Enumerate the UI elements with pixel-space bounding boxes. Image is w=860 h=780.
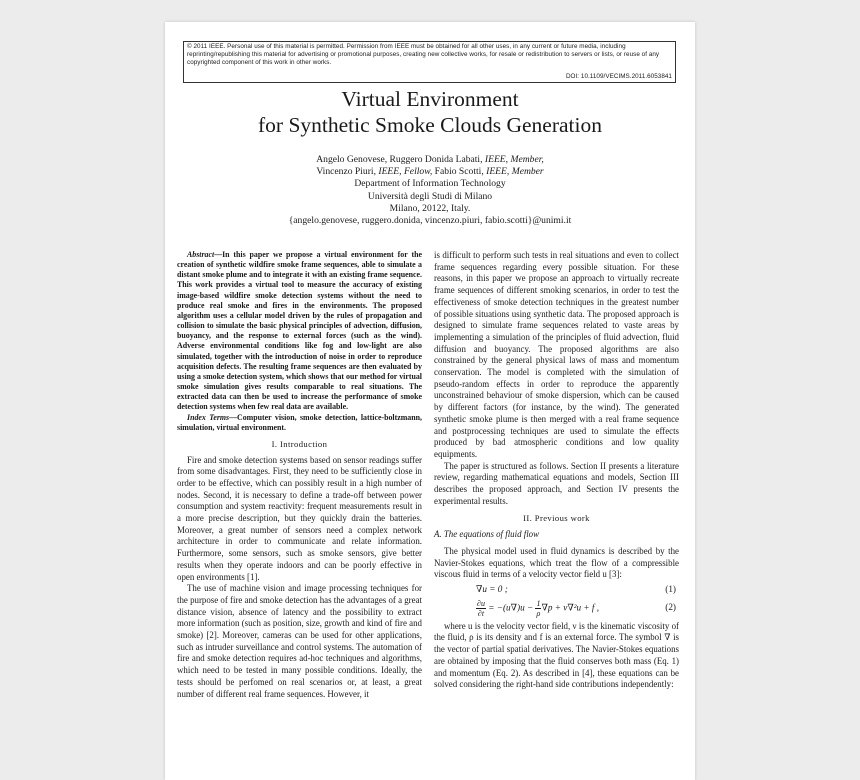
author-affiliation-2b: IEEE, Member bbox=[486, 166, 544, 178]
index-terms-text: —Computer vision, smoke detection, lattice-boltzmann, simulation, virtual environment. bbox=[177, 412, 423, 432]
author-emails: {angelo.genovese, ruggero.donida, vincenzo.piuri, fabio.scotti}@unimi.it bbox=[288, 215, 572, 227]
author-names-1: Angelo Genovese, Ruggero Donida Labati, bbox=[316, 154, 485, 165]
equation-1-number: (1) bbox=[665, 583, 676, 594]
equation-2-fraction: $\frac{\partial u}{\partial t}$ bbox=[477, 598, 485, 618]
subsection-heading-fluid-flow: A. The equations of fluid flow bbox=[434, 529, 540, 540]
section-heading-previous-work: II. Previous work bbox=[523, 513, 590, 524]
author-department: Department of Information Technology bbox=[354, 178, 506, 190]
abstract-label: Abstract bbox=[187, 250, 215, 259]
equation-2-fraction-rho: $\frac{1}{\rho}$ bbox=[536, 598, 541, 618]
title-line-2: for Synthetic Smoke Clouds Generation bbox=[258, 113, 602, 137]
abstract bbox=[177, 250, 422, 413]
copyright-text: © 2011 IEEE. Personal use of this material is permitted. Permission from IEEE must be obtained for all other uses, in any current or future media, including reprinting/republishing this material for advertising or promotional purposes, creating new collective works, for resale or redistribution to servers or lists, or reuse of any copyrighted component of this work in other works. bbox=[187, 43, 660, 67]
equation-1 bbox=[434, 584, 679, 596]
equation-2-body: $\frac{\partial u}{\partial t}$ = −(u∇)u − $\frac{1}{\rho}$ ∇p + ν∇²u + f , bbox=[477, 598, 600, 618]
author-affiliation-1: IEEE, Member, bbox=[484, 154, 544, 165]
right-paragraph-4: where u is the velocity vector field, ν is the kinematic viscosity of the fluid, ρ is its density and f is an external force. The symbol ∇ is the vector of partial spatial derivatives. The Navier-Stokes equations are obtained by imposing that the fluid conserves both mass (Eq. 1) and momentum (Eq. 2). As described in [4], these equations can be solved considering the right-hand side contributions independently: bbox=[434, 620, 679, 690]
right-paragraph-3: The physical model used in fluid dynamics is described by the Navier-Stokes equations, which treat the flow of a compressible viscous fluid in terms of a velocity vector field u [3]: bbox=[434, 545, 679, 580]
author-city: Milano, 20122, Italy. bbox=[389, 202, 471, 214]
equation-1-body: ∇u = 0 ; bbox=[476, 583, 508, 594]
left-column bbox=[177, 250, 422, 700]
author-line-2 bbox=[165, 166, 695, 178]
index-terms bbox=[177, 413, 422, 433]
author-names-2b: Fabio Scotti, bbox=[432, 166, 487, 178]
author-block bbox=[165, 154, 695, 227]
abstract-text: —In this paper we propose a virtual environment for the creation of synthetic wildfire smoke frame sequences, able to simulate a distant smoke plume and to integrate it with an existing frame sequence. This work provides a virtual tool to measure the accuracy of existing image-based wildfire smoke detection systems without the need to produce real smoke and fires in the environments. The proposed algorithm uses a cellular model driven by the rules of propagation and collision to simulate the basic physical principles of advection, diffusion, buoyancy, and the response to external forces (such as the wind). Adverse environmental conditions like fog and low-light are also simulated, together with the introduction of noise in order to reproduce acquisition defects. The resulting frame sequences are then evaluated by using a smoke detection system, which shows that our method for virtual smoke simulation gives results comparable to real situations. The extracted data can then be used to increase the performance of smoke detection systems when few real data are available. bbox=[177, 250, 422, 412]
author-university: Università degli Studi di Milano bbox=[367, 190, 493, 202]
paper-title bbox=[165, 86, 695, 138]
author-affiliation-2a: IEEE, Fellow, bbox=[378, 166, 433, 178]
right-paragraph-2: The paper is structured as follows. Section II presents a literature review, regarding mathematical equations and models, Section III describes the proposed approach, and Section IV presents the experimental results. bbox=[434, 460, 679, 506]
right-paragraph-1: is difficult to perform such tests in real situations and even to collect frame sequences regarding every possible situation. For these reasons, in this paper we propose an approach to virtually recreate frame sequences of different smoking scenarios, in order to test the effectiveness of smoke detection techniques in the greatest number of possible situations using synthetic data. The proposed approach is designed to simulate frame sequences related to vaste areas by implementing a simulation of the principles of fluid advection, fluid diffusion and buoyancy. The proposed algorithms are also constrained by the general physical laws of mass and momentum conservation. The model is completed with the simulation of pseudo-random effects in order to reproduce the apparently unconstrained behaviour of smoke dispersion, which can be caused by different factors (for instance, by the wind). The generated synthetic smoke plume is then merged with a real frame sequence and postprocessing techniques are used to simulate the effects produced by bad atmospheric conditions and low quality equipments. bbox=[434, 250, 679, 459]
copyright-notice bbox=[183, 41, 676, 83]
section-heading-introduction: I. Introduction bbox=[271, 438, 328, 449]
doi-label: DOI: 10.1109/VECIMS.2011.6053841 bbox=[565, 72, 672, 80]
index-terms-label: Index Terms bbox=[187, 412, 230, 422]
right-column bbox=[434, 250, 679, 691]
title-line-1: Virtual Environment bbox=[341, 87, 519, 111]
author-line-1 bbox=[165, 154, 695, 166]
intro-paragraph-1: Fire and smoke detection systems based on sensor readings suffer from some disadvantages. First, they need to be sufficiently close in order to be effective, which can possibly result in a high number of nodes. Second, it is necessary to define a trade-off between power consumption and system reactivity: frequent measurements result in a more precise description, but they quickly drain the batteries. Moreover, a great number of sensors need a complex network architecture in order to communicate and relate information. Furthermore, some sensors, such as smoke sensors, give better results when they operate indoors and can be poorly effective in open environments [1]. bbox=[177, 454, 422, 582]
equation-2 bbox=[434, 599, 679, 618]
intro-paragraph-2: The use of machine vision and image processing techniques for the purpose of fire and smoke detection has the advantages of a great distance vision, absence of latency and the possibility to extract more information (such as position, size, growth and kind of fire and smoke) [2]. Moreover, cameras can be used for other applications, such as intruder surveillance and control systems. The automation of fire and smoke detection requires ad-hoc techniques and algorithms, which need to be tested in many possible conditions. Ideally, the tests should be perfomed on real scenarios or, at least, a great number of different real frame sequences. However, it bbox=[177, 583, 422, 699]
author-names-2a: Vincenzo Piuri, bbox=[316, 166, 379, 178]
equation-2-number: (2) bbox=[665, 602, 676, 613]
